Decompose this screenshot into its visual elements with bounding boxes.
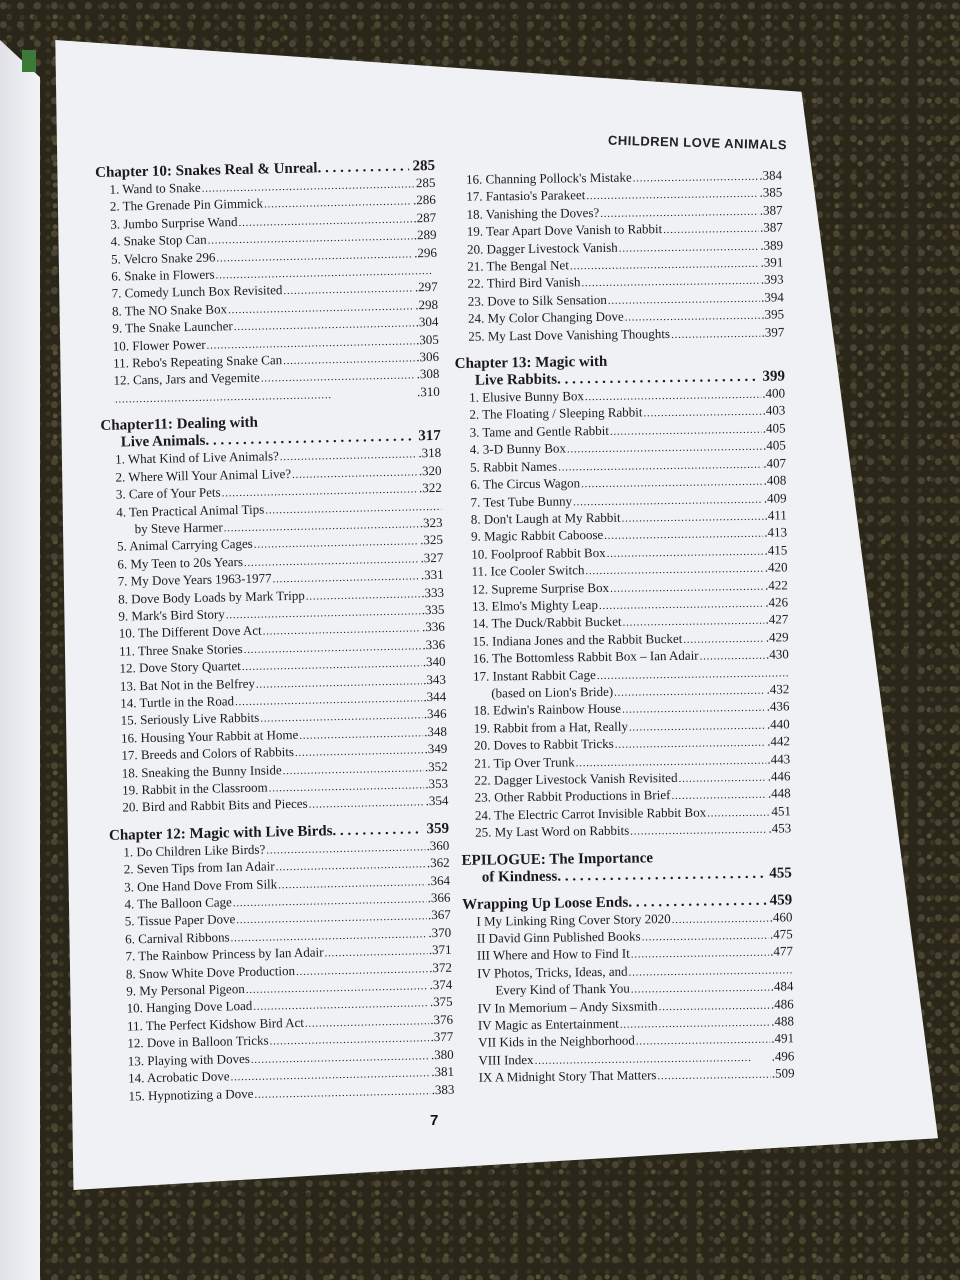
entry-title: (based on Lion's Bride) — [491, 683, 614, 701]
entry-title: 20. Dagger Livestock Vanish — [466, 239, 618, 257]
entry-title: 8. Don't Laugh at My Rabbit — [470, 509, 621, 527]
dot-leader — [707, 803, 771, 821]
green-bookmark — [22, 50, 36, 72]
entry-title: 20. Bird and Rabbit Bits and Pieces — [122, 796, 308, 815]
entry-page: .346 — [423, 706, 447, 722]
dot-leader — [671, 324, 761, 343]
entry-title: IV Magic as Entertainment — [477, 1015, 619, 1033]
entry-title: 1. What Kind of Live Animals? — [115, 448, 279, 467]
chapter-title-cont: of Kindness — [481, 868, 558, 886]
dot-leader — [615, 734, 767, 754]
entry-page: .422 — [764, 576, 788, 593]
dot-leader — [671, 786, 767, 805]
dot-leader — [629, 716, 766, 735]
entry-title: 7. My Dove Years 1963-1977 — [117, 570, 272, 589]
entry-page: .362 — [426, 854, 450, 871]
entry-title: 10. The Different Dove Act — [118, 622, 262, 641]
page-number: 7 — [430, 1112, 439, 1129]
entry-page: .509 — [771, 1065, 795, 1081]
entry-title: 18. Sneaking the Bunny Inside — [121, 761, 282, 781]
entry-page: .496 — [771, 1048, 795, 1064]
entry-title: 16. Housing Your Rabbit at Home — [120, 726, 299, 746]
entry-title: IV In Memorium – Andy Sixsmith — [477, 997, 658, 1016]
dot-leader — [619, 237, 760, 256]
entry-page: .460 — [769, 908, 793, 925]
dot-leader — [659, 996, 771, 1015]
entry-title: 5. Rabbit Names — [470, 458, 558, 475]
entry-page: .400 — [762, 385, 786, 401]
entry-page: .488 — [771, 1013, 794, 1029]
dot-leader — [628, 961, 792, 981]
entry-page: .322 — [418, 479, 442, 496]
entry-page: .375 — [429, 994, 453, 1010]
entry-page: .477 — [770, 943, 794, 960]
entry-page: .297 — [414, 279, 438, 295]
entry-page: .370 — [428, 924, 452, 941]
entry-title: 24. The Electric Carrot Invisible Rabbit Box — [474, 804, 707, 823]
entry-title: 1. Do Children Like Birds? — [123, 841, 266, 860]
dot-leader — [600, 203, 759, 223]
chapter-page: 459 — [769, 891, 793, 909]
entry-page: .443 — [767, 750, 791, 767]
entry-page: .393 — [760, 271, 784, 288]
chapter-title: Chapter11: Dealing with — [100, 414, 259, 435]
entry-page: .331 — [420, 566, 444, 583]
toc-right-column — [452, 167, 795, 1087]
entry-title: 7. Test Tube Bunny — [470, 492, 573, 510]
entry-page: .405 — [762, 437, 786, 453]
chapter-title: EPILOGUE: The Importance — [461, 849, 654, 869]
entry-page: .486 — [770, 995, 794, 1012]
dot-leader — [607, 542, 764, 562]
entry-page: .429 — [765, 629, 789, 645]
entry-title: 9. Mark's Bird Story — [118, 606, 225, 624]
entry-title: 3. Care of Your Pets — [115, 484, 221, 502]
entry-title: 14. The Duck/Rabbit Bucket — [472, 614, 622, 632]
entry-title: 17. Breeds and Colors of Rabbits — [121, 744, 295, 763]
dot-leader — [630, 821, 767, 840]
chapter-heading — [462, 848, 792, 887]
entry-page: .391 — [760, 254, 784, 270]
entry-title: 9. My Personal Pigeon — [126, 981, 245, 999]
entry-page: .360 — [426, 837, 450, 854]
entry-page: .352 — [424, 758, 448, 774]
entry-page: .475 — [769, 926, 793, 942]
entry-page: .415 — [764, 542, 788, 558]
dot-leader — [633, 168, 759, 187]
chapter-title: Chapter 12: Magic with Live Birds — [108, 822, 333, 844]
entry-title: 6. My Teen to 20s Years — [117, 553, 244, 572]
chapter-title-cont: Live Animals — [120, 433, 206, 451]
dot-leader — [631, 944, 770, 963]
entry-title: 25. My Last Word on Rabbits — [475, 822, 630, 840]
entry-page: .289 — [413, 227, 437, 243]
entry-title: 13. Playing with Doves — [127, 1050, 250, 1069]
entry-title: 5. Animal Carrying Cages — [116, 536, 253, 554]
running-header: CHILDREN LOVE ANIMALS — [607, 132, 788, 153]
dot-leader — [610, 421, 762, 441]
entry-page: .305 — [415, 331, 439, 347]
entry-page: .318 — [418, 445, 442, 461]
entry-page: .320 — [418, 462, 442, 478]
entry-page: .427 — [765, 611, 789, 628]
entry-page: .408 — [763, 472, 787, 488]
entry-page: .383 — [431, 1081, 455, 1097]
entry-page: .436 — [766, 698, 790, 715]
entry-page: .306 — [416, 348, 440, 365]
entry-page: .403 — [762, 402, 786, 419]
entry-page: .304 — [415, 314, 439, 330]
dot-leader — [254, 1082, 431, 1103]
toc-left-column — [95, 158, 455, 1106]
dot-leader — [699, 647, 765, 665]
entry-page: .484 — [770, 978, 794, 994]
entry-page: .377 — [430, 1028, 454, 1045]
entry-page: .298 — [415, 296, 439, 313]
entry-title: 2. Seven Tips from Ian Adair — [123, 858, 275, 877]
entry-page: .325 — [420, 532, 444, 548]
entry-title: 22. Dagger Livestock Vanish Revisited — [474, 769, 678, 788]
entry-page: .387 — [759, 202, 783, 218]
entry-page: .349 — [424, 740, 448, 757]
entry-title: VIII Index — [478, 1051, 534, 1068]
entry-page: .442 — [767, 733, 791, 749]
chapter-heading — [455, 351, 785, 390]
entry-title: 14. Acrobatic Dove — [127, 1068, 230, 1086]
entry-title: 18. Vanishing the Doves? — [466, 204, 600, 222]
dot-leader — [620, 1014, 771, 1034]
chapter-page: 285 — [412, 157, 436, 175]
dot-leader — [643, 403, 761, 422]
entry-title: IX A Midnight Story That Matters — [478, 1067, 657, 1085]
entry-page: .336 — [421, 619, 445, 635]
entry-page: .286 — [412, 192, 436, 208]
entry-title: 15. Seriously Live Rabbits — [120, 710, 260, 728]
entry-page: 285 — [415, 174, 436, 191]
dot-leader — [678, 769, 766, 788]
entry-title: 8. Snow White Dove Production — [125, 962, 296, 982]
entry-page: .380 — [430, 1046, 454, 1062]
entry-page: .308 — [416, 366, 440, 382]
entry-title: 10. Flower Power — [112, 336, 206, 354]
entry-title: 11. The Perfect Kidshow Bird Act — [126, 1014, 305, 1034]
entry-title: 13. Elmo's Mighty Leap — [471, 596, 599, 614]
entry-title: 24. My Color Changing Dove — [467, 308, 624, 327]
entry-title: I My Linking Ring Cover Story 2020 — [476, 910, 671, 929]
dot-leader — [610, 577, 764, 597]
entry-title: 10. Hanging Dove Load — [126, 998, 253, 1016]
entry-page: .430 — [765, 646, 789, 662]
entry-page: .405 — [762, 420, 786, 436]
dot-leader — [557, 865, 765, 885]
entry-title: by Steve Harmer — [134, 519, 223, 537]
entry-title: 4. The Balloon Cage — [124, 894, 232, 912]
entry-page: .389 — [760, 237, 784, 253]
entry-page: .440 — [766, 716, 790, 732]
entry-page: .336 — [422, 636, 446, 652]
dot-leader — [657, 1066, 771, 1085]
entry-page: .413 — [764, 524, 788, 540]
entry-title: 19. Rabbit in the Classroom — [121, 779, 268, 798]
entry-title: 16. Channing Pollock's Mistake — [465, 169, 632, 187]
entry-title: 3. One Hand Dove From Silk — [123, 875, 278, 895]
entry-title: II David Ginn Published Books — [476, 928, 641, 946]
entry-page: .426 — [765, 594, 789, 610]
dot-leader — [683, 629, 765, 648]
entry-page: .366 — [427, 889, 451, 906]
entry-title: 9. Magic Rabbit Caboose — [470, 527, 604, 545]
entry-title: IV Photos, Tricks, Ideas, and — [477, 963, 628, 981]
dot-leader — [628, 892, 766, 911]
entry-page: .409 — [763, 489, 787, 506]
entry-title: 19. Rabbit from a Hat, Really — [473, 718, 629, 736]
entry-title: 21. The Bengal Net — [467, 257, 569, 274]
entry-title: 3. Jumbo Surprise Wand — [110, 213, 238, 232]
entry-page: .335 — [421, 601, 445, 618]
dot-leader — [604, 525, 763, 545]
entry-page: 451 — [771, 803, 792, 819]
entry-title: Every Kind of Thank You — [495, 980, 630, 998]
entry-title: 17. Fantasio's Parakeet — [466, 187, 586, 205]
dot-leader — [308, 794, 424, 814]
dot-leader — [672, 909, 769, 928]
entry-title: 25. My Last Dove Vanishing Thoughts — [468, 325, 671, 344]
entry-title: 11. Three Snake Stories — [119, 640, 243, 659]
entry-page: .287 — [413, 209, 437, 226]
chapter-page: 317 — [418, 428, 441, 445]
entry-title: 15. Indiana Jones and the Rabbit Bucket — [472, 630, 683, 649]
entry-title: 4. 3-D Bunny Box — [469, 440, 567, 458]
entry-page: .343 — [422, 671, 446, 687]
entry-title: 23. Other Rabbit Productions in Brief — [474, 787, 671, 806]
entry-title: 2. Where Will Your Animal Live? — [115, 465, 292, 485]
entry-page: .491 — [771, 1030, 795, 1047]
entry-title: 8. The NO Snake Box — [111, 301, 228, 319]
entry-title: 5. Velcro Snake 296 — [110, 249, 216, 267]
chapter-page: 455 — [769, 864, 792, 882]
chapter-title: Chapter 10: Snakes Real & Unreal — [95, 160, 318, 181]
entry-page: .333 — [421, 584, 445, 600]
entry-page: .354 — [425, 793, 449, 809]
entry-page: .395 — [761, 306, 785, 322]
entry-title: 13. Bat Not in the Belfrey — [119, 675, 256, 694]
entry-title: 15. Hypnotizing a Dove — [128, 1085, 254, 1104]
entry-title: 8. Dove Body Loads by Mark Tripp — [117, 587, 305, 607]
entry-page: .374 — [429, 976, 453, 993]
entry-page: .310 — [416, 383, 440, 400]
entry-page: .432 — [766, 681, 790, 697]
chapter-title: Chapter 13: Magic with — [454, 353, 608, 373]
chapter-heading-line — [462, 865, 792, 887]
dot-leader — [622, 612, 764, 631]
dot-leader — [642, 927, 770, 946]
entry-page: .376 — [430, 1011, 454, 1028]
entry-title: 7. Comedy Lunch Box Revisited — [111, 282, 283, 302]
chapter-title: Wrapping Up Loose Ends — [462, 894, 629, 913]
chapter-page: 359 — [426, 820, 450, 838]
entry-title: 11. Rebo's Repeating Snake Can — [112, 352, 283, 371]
dot-leader — [636, 1031, 771, 1050]
dot-leader — [663, 220, 759, 239]
entry-title: 6. The Circus Wagon — [470, 475, 581, 492]
entry-page: .367 — [427, 907, 451, 923]
entry-page: .381 — [431, 1063, 455, 1080]
dot-leader — [317, 158, 408, 177]
entry-page: .420 — [764, 559, 788, 575]
entry-title: 5. Tissue Paper Dove — [124, 911, 236, 929]
entry-title: 23. Dove to Silk Sensation — [467, 291, 607, 309]
entry-title: 12. Dove Story Quartet — [119, 658, 241, 676]
entry-page: .394 — [760, 289, 784, 305]
entry-title: 21. Tip Over Trunk — [474, 753, 575, 771]
dot-leader — [614, 682, 766, 702]
entry-title: 1. Wand to Snake — [109, 179, 201, 197]
toc-entry — [461, 821, 791, 843]
entry-page: .448 — [767, 785, 791, 802]
entry-title: 6. Carnival Ribbons — [125, 929, 230, 947]
entry-page: .371 — [428, 941, 452, 958]
entry-title: 22. Third Bird Vanish — [467, 274, 581, 292]
entry-title: 18. Edwin's Rainbow House — [473, 701, 622, 719]
dot-leader — [621, 508, 763, 527]
entry-page: .385 — [759, 184, 783, 201]
dot-leader — [324, 942, 428, 962]
dot-leader — [622, 699, 766, 718]
entry-page: .407 — [763, 455, 787, 471]
dot-leader — [625, 307, 761, 326]
entry-title: III Where and How to Find It — [476, 946, 630, 964]
entry-title: 11. Ice Cooler Switch — [471, 562, 585, 579]
entry-title: 10. Foolproof Rabbit Box — [471, 544, 606, 562]
entry-title: 16. The Bottomless Rabbit Box – Ian Adair — [472, 647, 699, 666]
entry-page: .364 — [427, 872, 451, 888]
entry-page: .348 — [424, 723, 448, 740]
entry-title: 1. Elusive Bunny Box — [469, 388, 585, 405]
dot-leader — [631, 979, 770, 998]
toc-entry — [454, 324, 784, 346]
entry-page: .411 — [764, 507, 787, 523]
chapter-page: 399 — [762, 368, 785, 385]
entry-page: .296 — [413, 244, 438, 260]
entry-page: .446 — [767, 768, 791, 784]
entry-title: 4. Snake Stop Can — [110, 231, 207, 249]
entry-title: 7. The Rainbow Princess by Ian Adair — [125, 944, 324, 964]
entry-title: 14. Turtle in the Road — [120, 693, 235, 711]
entry-title: 12. Supreme Surprise Box — [471, 579, 610, 597]
dot-leader — [332, 821, 422, 840]
entry-page: .372 — [428, 959, 453, 975]
entry-title: VII Kids in the Neighborhood — [478, 1033, 635, 1051]
entry-page: .344 — [423, 688, 447, 705]
entry-title: 19. Tear Apart Dove Vanish to Rabbit — [466, 221, 663, 240]
entry-title: 2. The Grenade Pin Gimmick — [109, 195, 264, 215]
entry-title: 12. Cans, Jars and Vegemite — [113, 370, 261, 389]
entry-title: 17. Instant Rabbit Cage — [472, 666, 596, 684]
entry-page: .387 — [759, 219, 783, 235]
entry-page: .323 — [419, 514, 443, 531]
entry-title: 6. Snake in Flowers — [111, 266, 215, 284]
entry-page: .353 — [425, 775, 449, 792]
entry-page: .453 — [768, 820, 792, 836]
entry-title: 4. Ten Practical Animal Tips — [116, 501, 265, 520]
entry-title: 12. Dove in Balloon Tricks — [127, 1032, 269, 1051]
entry-title: 3. Tame and Gentle Rabbit — [469, 422, 610, 440]
dot-leader — [608, 290, 760, 310]
book-left-page-edge — [0, 40, 40, 1280]
entry-page: .340 — [422, 653, 446, 670]
chapter-title-cont: Live Rabbits — [474, 371, 558, 389]
entry-page: .384 — [759, 167, 783, 183]
entry-title — [100, 391, 114, 409]
entry-page: .327 — [420, 549, 444, 565]
entry-title: 2. The Floating / Sleeping Rabbit — [469, 404, 643, 423]
entry-page: .397 — [761, 324, 785, 340]
entry-title: 9. The Snake Launcher — [112, 318, 233, 336]
entry-title: 20. Doves to Rabbit Tricks — [473, 735, 614, 753]
